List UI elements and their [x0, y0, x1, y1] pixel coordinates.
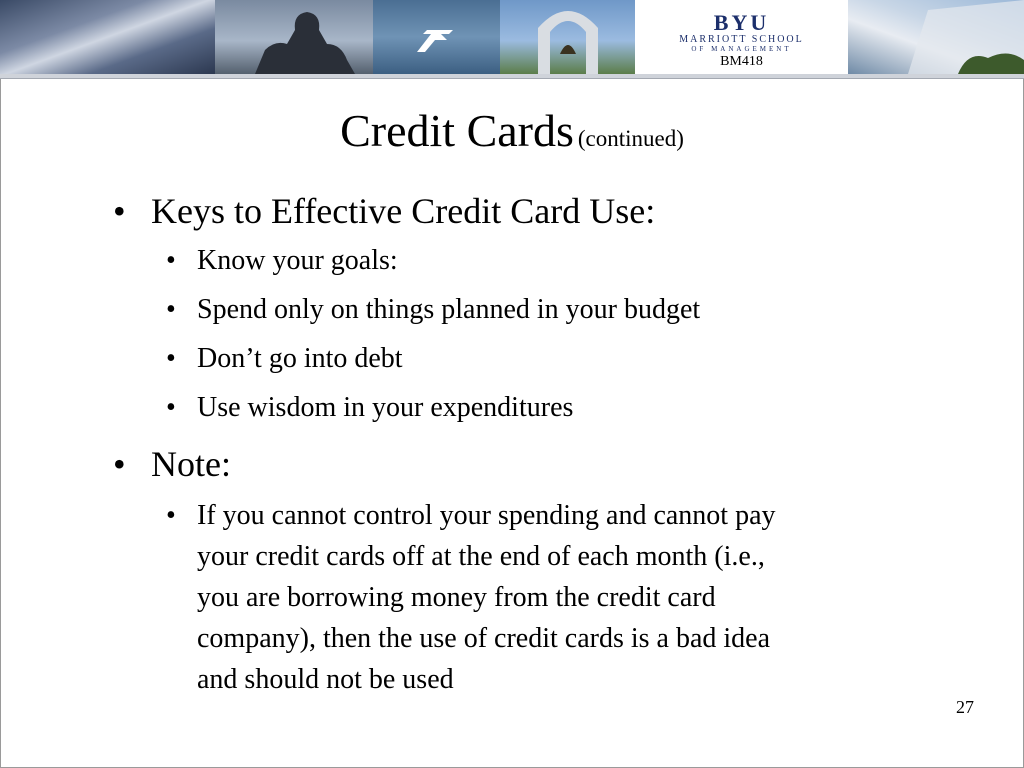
- banner-photo-y-mountain: [373, 0, 500, 74]
- bullet-dot: •: [166, 343, 176, 374]
- title-suffix: (continued): [577, 126, 684, 151]
- page-number: 27: [956, 697, 974, 717]
- slide-title: [0, 104, 1024, 157]
- logo-school-line1: MARRIOTT SCHOOL: [679, 34, 804, 45]
- banner-photo-bell-tower: [500, 0, 635, 74]
- banner-photo-building: [848, 0, 1024, 74]
- building-icon: [848, 0, 1024, 74]
- sub-bullet-goals: Know your goals:: [197, 245, 398, 276]
- note-line-3: you are borrowing money from the credit card: [197, 582, 716, 613]
- bullet-note: Note:: [151, 444, 231, 484]
- bullet-dot: •: [113, 444, 126, 484]
- bell-tower-icon: [500, 0, 635, 74]
- bullet-dot: •: [166, 500, 176, 531]
- sub-bullet-budget: Spend only on things planned in your budget: [197, 294, 701, 325]
- y-logo-icon: [373, 0, 500, 74]
- byu-marriott-logo: [635, 0, 848, 74]
- note-line-1: If you cannot control your spending and cannot pay: [197, 500, 776, 531]
- banner-photo-architecture: [0, 0, 215, 74]
- note-line-4: company), then the use of credit cards is a bad idea: [197, 623, 771, 654]
- bullet-dot: •: [166, 294, 176, 325]
- logo-brand: BYU: [713, 10, 770, 35]
- note-line-5: and should not be used: [197, 664, 454, 695]
- title-main: Credit Cards: [340, 105, 574, 156]
- bullet-dot: •: [166, 245, 176, 276]
- course-code: BM418: [720, 54, 763, 69]
- logo-school-line2: OF MANAGEMENT: [691, 45, 792, 53]
- banner-divider: [0, 74, 1024, 79]
- bullet-dot: •: [166, 392, 176, 423]
- note-line-2: your credit cards off at the end of each month (i.e.,: [197, 541, 765, 572]
- sub-bullet-wisdom: Use wisdom in your expenditures: [197, 392, 574, 423]
- bullet-dot: •: [113, 191, 126, 231]
- statue-silhouette-icon: [215, 0, 373, 74]
- header-banner: [0, 0, 1024, 74]
- banner-photo-statue: [215, 0, 373, 74]
- bullet-keys: Keys to Effective Credit Card Use:: [151, 191, 656, 231]
- sub-bullet-debt: Don’t go into debt: [197, 343, 403, 374]
